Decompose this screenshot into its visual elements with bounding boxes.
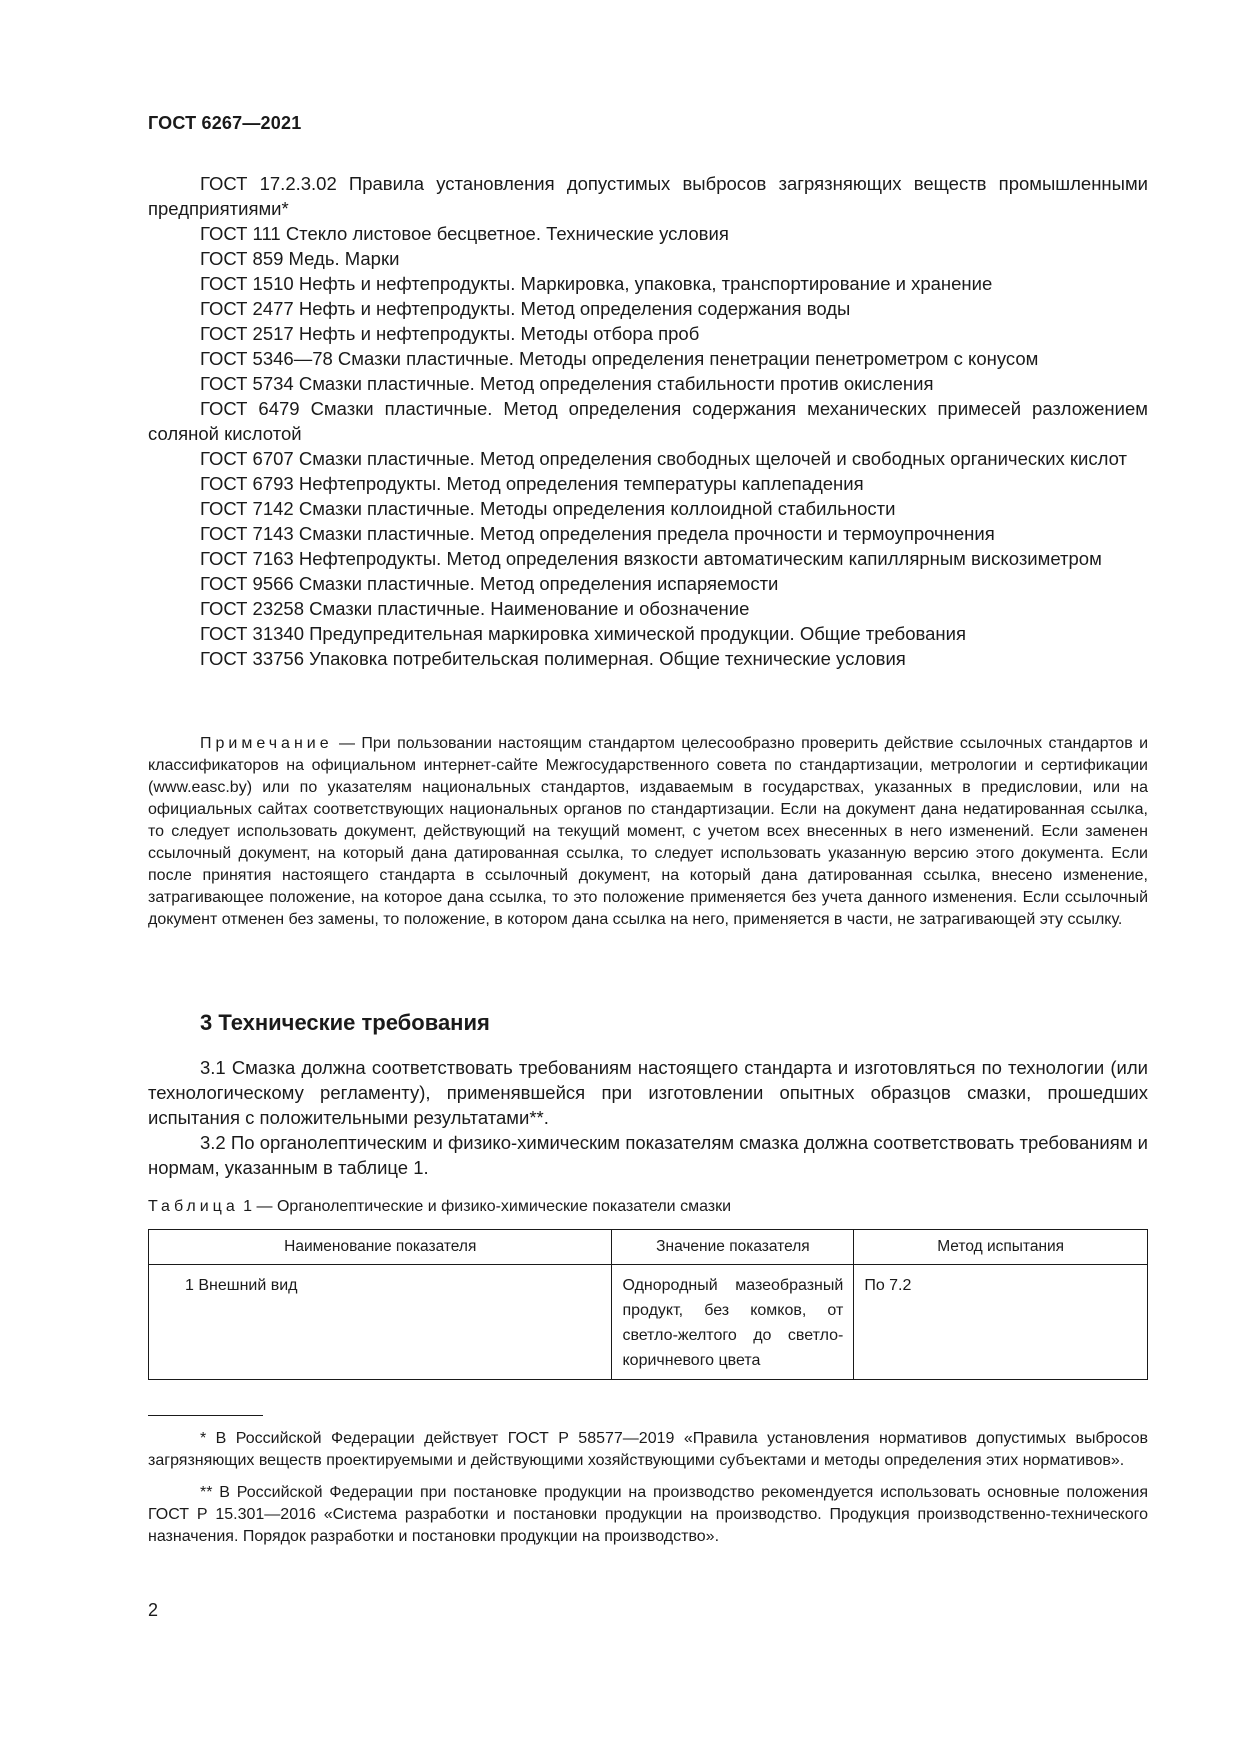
page-header: ГОСТ 6267—2021 — [148, 113, 302, 133]
note-text: — При пользовании настоящим стандартом целесообразно проверить действие ссылочных стандартов и классификаторов на официальном интернет-сайте Межгосударственного совета по стандартизации, метрологии и сертификации (www.easc.by) или по указателям национальных стандартов, издаваемым в государствах, указанных в предисловии, или на официальных сайтах соответствующих национальных органов по стандартизации. Если на документ дана недатированная ссылка, то следует использовать документ, действующий на текущий момент, с учетом всех внесенных в него изменений. Если заменен ссылочный документ, на который дана датированная ссылка, то следует использовать указанную версию этого документа. Если после принятия настоящего стандарта в ссылочный документ, на который дана датированная ссылка, внесено изменение, затрагивающее положение, на которое дана ссылка, то это положение применяется без учета данного изменения. Если ссылочный документ отменен без замены, то положение, в котором дана ссылка на него, применяется в части, не затрагивающей эту ссылку. — [148, 735, 1148, 928]
paragraph-3-2: 3.2 По органолептическим и физико-химическим показателям смазка должна соответствовать требованиям и нормам, указанным в таблице 1. — [148, 1132, 1148, 1178]
document-page — [148, 0, 1148, 1754]
table-cell: По 7.2 — [854, 1265, 1148, 1380]
reference-item: ГОСТ 6479 Смазки пластичные. Метод определения содержания механических примесей разложением соляной кислотой — [148, 398, 1148, 444]
footnotes — [148, 1428, 1148, 1558]
table-caption-label: Таблица — [148, 1198, 239, 1215]
footnote: * В Российской Федерации действует ГОСТ Р 58577—2019 «Правила установления нормативов допустимых выбросов загрязняющих веществ проектируемыми и действующими хозяйствующими субъектами и методы определения этих нормативов». — [148, 1430, 1148, 1469]
table-caption — [148, 1198, 731, 1216]
table-cell: Однородный мазеобразный продукт, без комков, от светло-желтого до светло-коричневого цвета — [612, 1265, 854, 1380]
reference-item: ГОСТ 7142 Смазки пластичные. Методы определения коллоидной стабильности — [200, 498, 896, 519]
reference-item: ГОСТ 9566 Смазки пластичные. Метод определения испаряемости — [200, 573, 779, 594]
table-header-cell: Наименование показателя — [149, 1230, 612, 1265]
section-title: 3 Технические требования — [200, 1010, 490, 1035]
table-header-row — [149, 1230, 1148, 1265]
reference-item: ГОСТ 7163 Нефтепродукты. Метод определения вязкости автоматическим капиллярным вискозиметром — [200, 548, 1102, 569]
footnote-separator — [148, 1415, 263, 1416]
table-header-cell: Метод испытания — [854, 1230, 1148, 1265]
reference-item: ГОСТ 2477 Нефть и нефтепродукты. Метод определения содержания воды — [200, 298, 851, 319]
reference-item: ГОСТ 5346—78 Смазки пластичные. Методы определения пенетрации пенетрометром с конусом — [200, 348, 1039, 369]
references-note — [148, 733, 1148, 931]
reference-item: ГОСТ 17.2.3.02 Правила установления допустимых выбросов загрязняющих веществ промышленными предприятиями* — [148, 173, 1148, 219]
reference-item: ГОСТ 1510 Нефть и нефтепродукты. Маркировка, упаковка, транспортирование и хранение — [200, 273, 993, 294]
footnote: ** В Российской Федерации при постановке продукции на производство рекомендуется использовать основные положения ГОСТ Р 15.301—2016 «Система разработки и постановки продукции на производство. Продукция производственно-технического назначения. Порядок разработки и постановки продукции на производство». — [148, 1484, 1148, 1545]
table-row — [149, 1265, 1148, 1380]
reference-item: ГОСТ 111 Стекло листовое бесцветное. Технические условия — [200, 223, 729, 244]
reference-item: ГОСТ 6707 Смазки пластичные. Метод определения свободных щелочей и свободных органических кислот — [200, 448, 1127, 469]
page-number: 2 — [148, 1600, 159, 1620]
reference-item: ГОСТ 33756 Упаковка потребительская полимерная. Общие технические условия — [200, 648, 906, 669]
table-header-cell: Значение показателя — [612, 1230, 854, 1265]
reference-item: ГОСТ 5734 Смазки пластичные. Метод определения стабильности против окисления — [200, 373, 934, 394]
reference-item: ГОСТ 859 Медь. Марки — [200, 248, 400, 269]
reference-item: ГОСТ 23258 Смазки пластичные. Наименование и обозначение — [200, 598, 750, 619]
table-caption-text: 1 — Органолептические и физико-химические показатели смазки — [238, 1198, 732, 1215]
note-label: Примечание — [200, 735, 333, 752]
reference-item: ГОСТ 31340 Предупредительная маркировка химической продукции. Общие требования — [200, 623, 966, 644]
paragraph-3-1: 3.1 Смазка должна соответствовать требованиям настоящего стандарта и изготовляться по технологии (или технологическому регламенту), применявшейся при изготовлении опытных образцов смазки, прошедших испытания с положительными результатами**. — [148, 1057, 1148, 1128]
table-cell: 1 Внешний вид — [149, 1265, 612, 1380]
normative-references-list — [148, 171, 1148, 671]
section-body — [148, 1055, 1148, 1180]
reference-item: ГОСТ 7143 Смазки пластичные. Метод определения предела прочности и термоупрочнения — [200, 523, 995, 544]
reference-item: ГОСТ 2517 Нефть и нефтепродукты. Методы отбора проб — [200, 323, 700, 344]
reference-item: ГОСТ 6793 Нефтепродукты. Метод определения температуры каплепадения — [200, 473, 864, 494]
properties-table — [148, 1229, 1148, 1380]
